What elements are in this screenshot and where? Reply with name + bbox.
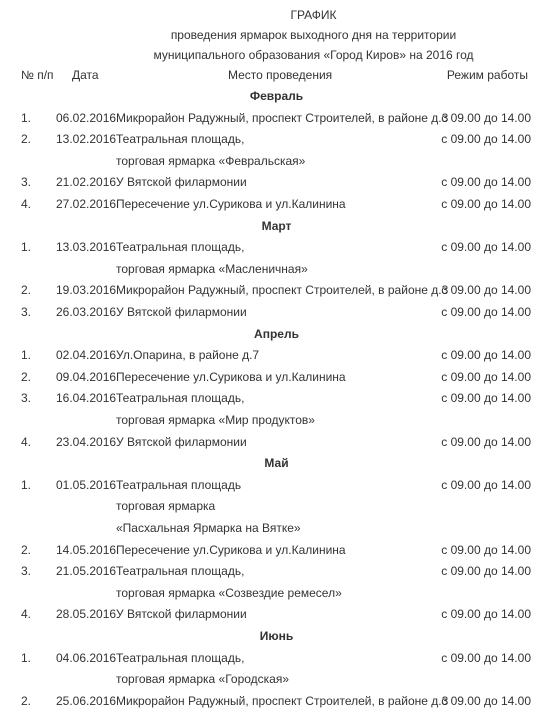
row-place-line: «Пасхальная Ярмарка на Вятке»	[116, 521, 301, 535]
row-place: Ул.Опарина, в районе д.7	[116, 348, 260, 363]
row-place-continuation	[0, 671, 553, 687]
row-place-line: торговая ярмарка	[116, 499, 216, 514]
row-place: Театральная площадь,	[116, 650, 245, 665]
doc-subtitle-line2: муниципального образования «Город Киров» на 2016 год	[153, 48, 474, 62]
row-number: 4.	[21, 607, 32, 622]
table-header	[0, 67, 553, 83]
row-hours: с 09.00 до 14.00	[441, 240, 531, 255]
month-heading: Май	[264, 456, 289, 471]
row-place-continuation	[0, 520, 553, 536]
row-place-continuation	[0, 412, 553, 428]
row-hours: с 09.00 до 14.00	[441, 434, 531, 449]
row-hours: с 09.00 до 14.00	[441, 693, 531, 708]
table-row	[0, 131, 553, 147]
row-place-line: торговая ярмарка «Масленичная»	[116, 261, 308, 276]
row-place-continuation	[0, 498, 553, 514]
month-heading: Март	[261, 218, 292, 233]
row-date: 13.03.2016	[56, 240, 117, 255]
table-row	[0, 174, 553, 190]
row-date: 26.03.2016	[56, 305, 117, 319]
table-row	[0, 693, 553, 709]
row-date: 13.02.2016	[56, 132, 117, 147]
row-place: Пересечение ул.Сурикова и ул.Калинина	[116, 369, 346, 384]
row-date: 21.05.2016	[56, 564, 117, 579]
table-row	[0, 239, 553, 255]
row-date: 28.05.2016	[56, 607, 117, 622]
row-number: 1.	[21, 240, 32, 255]
row-place: Микрорайон Радужный, проспект Строителей, в районе д.3	[116, 283, 449, 298]
row-number: 4.	[21, 197, 32, 211]
row-date: 09.04.2016	[56, 369, 117, 384]
row-hours: с 09.00 до 14.00	[441, 477, 531, 492]
header-num: № п/п	[21, 68, 54, 82]
row-place-line: торговая ярмарка «Февральская»	[116, 153, 306, 168]
row-date: 23.04.2016	[56, 434, 117, 449]
row-place: У Вятской филармонии	[116, 305, 247, 319]
row-place-continuation	[0, 585, 553, 601]
row-number: 2.	[21, 693, 32, 708]
row-hours: с 09.00 до 14.00	[441, 369, 531, 384]
row-hours: с 09.00 до 14.00	[441, 175, 531, 190]
row-number: 3.	[21, 305, 32, 319]
table-row	[0, 282, 553, 298]
doc-title: ГРАФИК	[290, 8, 337, 22]
row-number: 2.	[21, 542, 32, 557]
row-date: 01.05.2016	[56, 477, 117, 492]
row-date: 27.02.2016	[56, 197, 117, 211]
table-row	[0, 434, 553, 450]
row-hours: с 09.00 до 14.00	[441, 132, 531, 147]
row-place: Театральная площадь,	[116, 132, 245, 147]
row-number: 1.	[21, 348, 32, 363]
month-heading: Июнь	[259, 629, 294, 643]
month-heading: Февраль	[249, 89, 304, 103]
row-number: 3.	[21, 564, 32, 579]
table-row	[0, 304, 553, 320]
row-place-line: торговая ярмарка «Созвездие ремесел»	[116, 585, 342, 600]
doc-subtitle-line1: проведения ярмарок выходного дня на территории	[170, 28, 457, 42]
row-date: 02.04.2016	[56, 348, 117, 363]
table-row	[0, 477, 553, 493]
table-row	[0, 390, 553, 406]
header-time: Режим работы	[446, 68, 528, 82]
table-row	[0, 563, 553, 579]
row-place: Микрорайон Радужный, проспект Строителей, в районе д.3	[116, 693, 449, 708]
table-row	[0, 650, 553, 666]
row-number: 2.	[21, 369, 32, 384]
row-date: 25.06.2016	[56, 693, 117, 708]
row-number: 2.	[21, 283, 32, 298]
row-place: У Вятской филармонии	[116, 175, 247, 190]
row-number: 2.	[21, 132, 32, 147]
row-date: 06.02.2016	[56, 110, 117, 125]
row-hours: с 09.00 до 14.00	[441, 283, 531, 298]
row-hours: с 09.00 до 14.00	[441, 650, 531, 665]
row-number: 3.	[21, 391, 32, 406]
row-place: Театральная площадь,	[116, 564, 245, 579]
row-place-continuation	[0, 261, 553, 277]
row-place: Микрорайон Радужный, проспект Строителей, в районе д.3	[116, 110, 449, 125]
row-place-line: торговая ярмарка «Мир продуктов»	[116, 413, 315, 427]
table-row	[0, 110, 553, 126]
header-place: Место проведения	[228, 68, 333, 82]
row-place: Пересечение ул.Сурикова и ул.Калинина	[116, 542, 346, 557]
row-hours: с 09.00 до 14.00	[441, 542, 531, 557]
row-place-continuation	[0, 153, 553, 169]
row-date: 19.03.2016	[56, 283, 117, 298]
table-row	[0, 606, 553, 622]
row-place: Театральная площадь,	[116, 240, 245, 255]
row-place: У Вятской филармонии	[116, 434, 247, 449]
row-hours: с 09.00 до 14.00	[441, 391, 531, 406]
row-date: 21.02.2016	[56, 175, 117, 190]
row-place-line: торговая ярмарка «Городская»	[116, 672, 290, 687]
table-row	[0, 369, 553, 385]
row-hours: с 09.00 до 14.00	[441, 197, 531, 211]
month-heading: Апрель	[254, 326, 299, 341]
row-hours: с 09.00 до 14.00	[441, 110, 531, 125]
table-row	[0, 542, 553, 558]
row-hours: с 09.00 до 14.00	[441, 607, 531, 622]
row-hours: с 09.00 до 14.00	[441, 348, 531, 363]
row-date: 14.05.2016	[56, 542, 117, 557]
row-number: 1.	[21, 650, 32, 665]
row-place: Театральная площадь,	[116, 391, 245, 406]
row-number: 1.	[21, 110, 32, 125]
row-place: Пересечение ул.Сурикова и ул.Калинина	[116, 197, 346, 211]
row-number: 1.	[21, 477, 32, 492]
row-number: 3.	[21, 175, 32, 190]
row-place: Театральная площадь	[116, 477, 242, 492]
row-number: 4.	[21, 434, 32, 449]
table-row	[0, 196, 553, 212]
table-row	[0, 347, 553, 363]
header-date: Дата	[72, 68, 99, 82]
row-hours: с 09.00 до 14.00	[441, 564, 531, 579]
row-hours: с 09.00 до 14.00	[441, 305, 531, 319]
row-place: У Вятской филармонии	[116, 607, 247, 622]
row-date: 16.04.2016	[56, 391, 117, 406]
row-date: 04.06.2016	[56, 650, 117, 665]
